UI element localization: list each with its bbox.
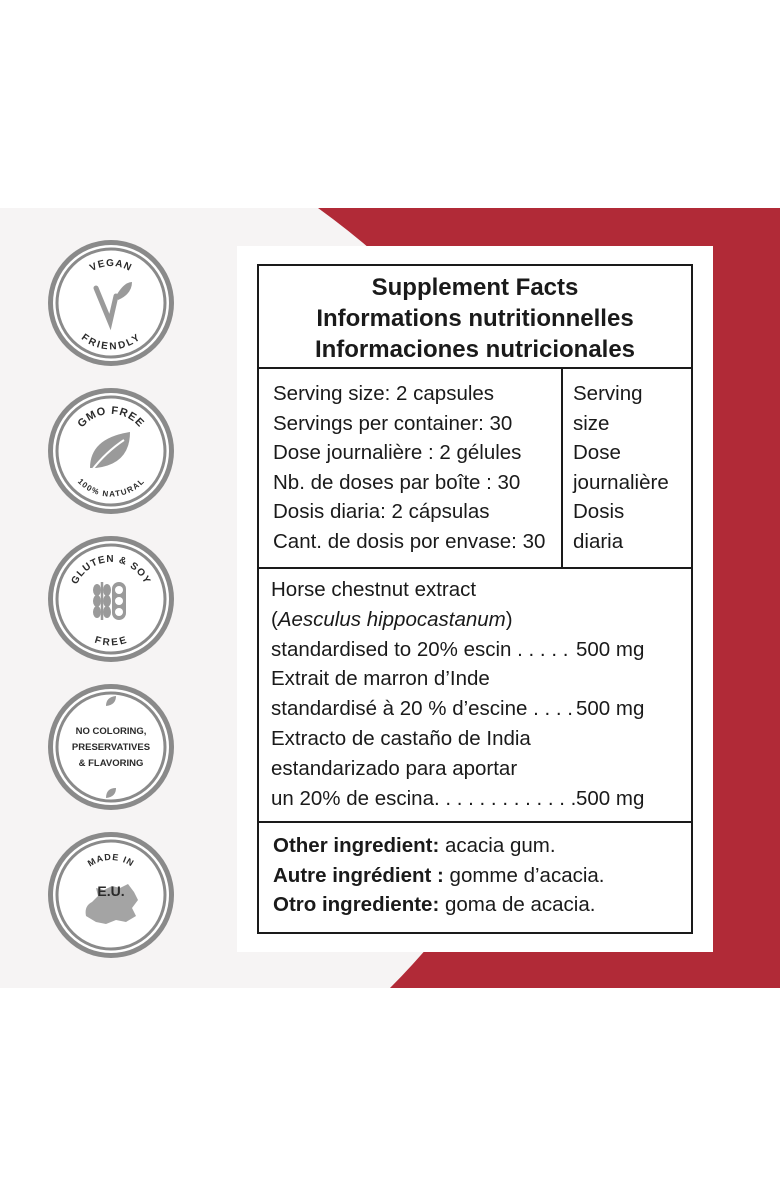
supplement-facts-table — [257, 264, 693, 934]
made-in-eu-badge — [46, 830, 176, 960]
ingredient-text: Horse chestnut extract — [271, 578, 477, 601]
badge-top-text: VEGAN — [88, 257, 134, 274]
no-additives-badge — [46, 682, 176, 812]
ingredient-text: Extracto de castaño de India — [271, 726, 531, 750]
badge-top-text: GLUTEN & SOY — [69, 553, 153, 587]
ingredient-text: standardisé à 20 % d’escine . . . . — [271, 697, 573, 721]
gluten-soy-free-badge — [46, 534, 176, 664]
serving-column-header — [563, 369, 691, 567]
column-header-line: journalière — [573, 470, 669, 494]
column-header-line: size — [573, 411, 610, 435]
other-ingredient-value: goma de acacia. — [439, 893, 596, 916]
serving-line: Serving size: 2 capsules — [273, 382, 495, 405]
serving-line: Servings per container: 30 — [273, 411, 513, 435]
other-ingredient-value: gomme d’acacia. — [443, 863, 605, 887]
other-ingredient-line — [273, 890, 691, 920]
badge-center-text: E.U. — [97, 883, 125, 899]
badge-top-text: MADE IN — [85, 851, 137, 869]
facts-title-es: Informaciones nutricionales — [314, 336, 636, 363]
badge-line-3: & FLAVORING — [78, 758, 144, 769]
ingredient-row — [271, 724, 691, 754]
ingredient-row — [271, 694, 691, 724]
ingredient-latin-name: (Aesculus hippocastanum) — [271, 607, 513, 631]
other-ingredient-label: Autre ingrédient : — [273, 863, 444, 887]
facts-title-en: Supplement Facts — [371, 274, 579, 301]
ingredient-amount: 500 mg — [576, 786, 645, 810]
ingredient-text: standardised to 20% escin . . . . . — [271, 637, 569, 661]
ingredient-row — [271, 784, 691, 814]
column-header-line: Serving — [573, 382, 643, 405]
badge-bottom-text: 100% NATURAL — [75, 476, 147, 499]
ingredient-text: un 20% de escina. . . . . . . . . . . . . — [271, 786, 577, 810]
serving-line: Cant. de dosis por envase: 30 — [273, 529, 546, 553]
badge-top-text: GMO FREE — [75, 404, 147, 431]
serving-section — [259, 369, 691, 569]
ingredient-row — [271, 605, 691, 635]
other-ingredient-line — [273, 861, 691, 891]
column-header-line: Dosis — [573, 500, 625, 523]
serving-line: Dose journalière : 2 gélules — [273, 441, 522, 464]
ingredient-text: Extrait de marron d’Inde — [271, 667, 490, 691]
ingredient-row — [271, 635, 691, 665]
other-ingredient-label: Otro ingrediente: — [273, 893, 440, 916]
gluten-soy-free-icon — [93, 582, 126, 620]
other-ingredients-section — [259, 823, 691, 920]
ingredient-amount: 500 mg — [576, 697, 645, 721]
ingredient-text: estandarizado para aportar — [271, 756, 518, 780]
serving-line: Nb. de doses par boîte : 30 — [273, 470, 521, 494]
gmo-free-badge — [46, 386, 176, 516]
ingredients-section — [259, 569, 691, 823]
ingredient-amount: 500 mg — [576, 637, 645, 661]
serving-info — [259, 369, 563, 567]
ingredient-row — [271, 664, 691, 694]
ingredient-row — [271, 575, 691, 605]
other-ingredient-line — [273, 831, 691, 861]
other-ingredient-label: Other ingredient: — [273, 834, 440, 857]
facts-title-fr: Informations nutritionnelles — [316, 305, 634, 332]
badge-line-2: PRESERVATIVES — [71, 742, 151, 753]
facts-title — [259, 266, 691, 369]
ingredient-row — [271, 754, 691, 784]
badge-line-1: NO COLORING, — [75, 726, 147, 737]
badge-bottom-text: FREE — [93, 634, 129, 649]
serving-line: Dosis diaria: 2 cápsulas — [273, 500, 490, 523]
column-header-line: diaria — [573, 529, 624, 553]
column-header-line: Dose — [573, 441, 621, 464]
vegan-friendly-badge — [46, 238, 176, 368]
badge-bottom-text: FRIENDLY — [79, 332, 143, 353]
other-ingredient-value: acacia gum. — [439, 834, 556, 857]
